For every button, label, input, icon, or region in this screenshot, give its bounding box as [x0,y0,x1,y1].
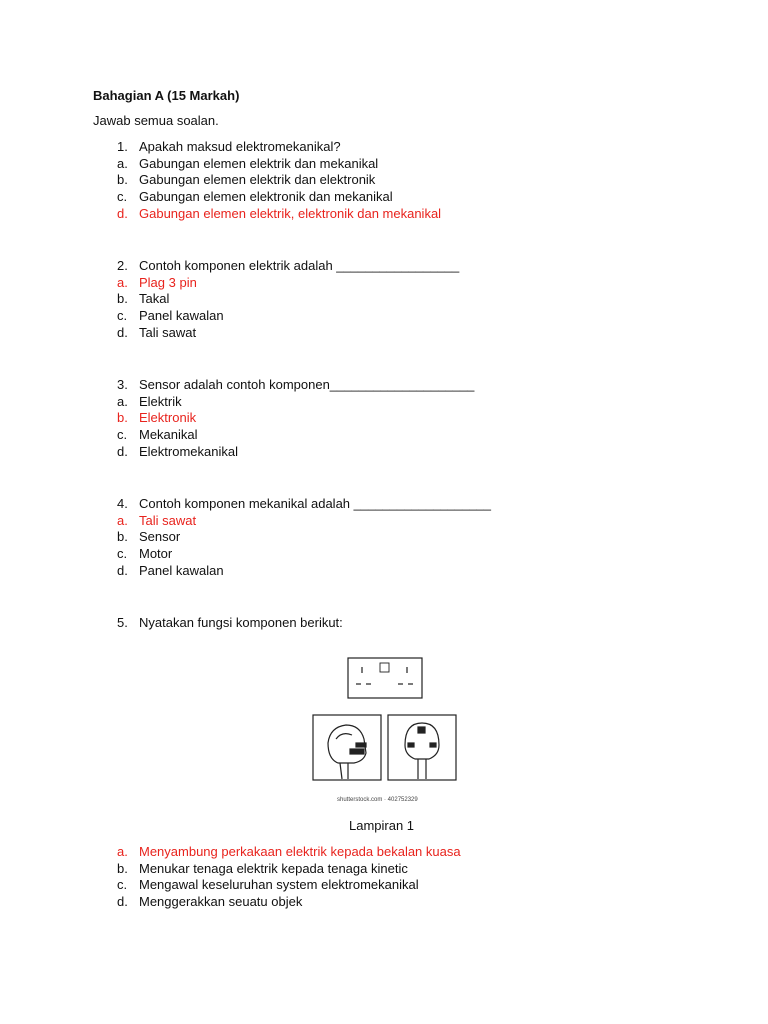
instructions: Jawab semua soalan. [93,113,219,128]
plug-front-view-icon [388,715,456,780]
option-letter: d. [117,443,128,459]
section-heading: Bahagian A (15 Markah) [93,88,240,103]
option-text: Menukar tenaga elektrik kepada tenaga kinetic [139,860,408,876]
option-letter: b. [117,529,128,545]
option-letter: b. [117,860,128,876]
question-5-options [117,844,717,911]
option-text: Gabungan elemen elektronik dan mekanikal [139,189,393,205]
option-letter: b. [117,410,128,426]
question-number: 4. [117,496,128,511]
option-d [117,444,717,461]
question-2 [117,258,717,341]
question-number: 1. [117,139,128,154]
option-letter: a. [117,155,128,171]
option-text: Menggerakkan seuatu objek [139,894,303,910]
question-5 [117,615,717,632]
option-a-correct [117,513,717,530]
wall-socket-icon [348,658,422,698]
question-stem [117,258,717,275]
option-c [117,546,717,563]
question-text: Contoh komponen mekanikal adalah ___________________ [139,496,492,511]
option-letter: c. [117,308,128,324]
option-letter: d. [117,324,128,340]
option-text: Menyambung perkakaan elektrik kepada bekalan kuasa [139,844,461,859]
option-text: Panel kawalan [139,308,224,324]
option-text: Plag 3 pin [139,274,197,290]
question-text: Nyatakan fungsi komponen berikut: [139,615,343,630]
option-letter: c. [117,546,128,562]
question-text: Contoh komponen elektrik adalah _________________ [139,258,460,273]
plug-socket-illustration [310,655,460,800]
option-d [117,325,717,342]
image-credit: shutterstock.com · 402752329 [337,797,418,803]
option-letter: d. [117,562,128,578]
question-1 [117,139,717,222]
option-letter: b. [117,291,128,307]
option-b [117,172,717,189]
option-letter: a. [117,844,128,859]
plug-side-view-icon [313,715,381,780]
question-stem [117,496,717,513]
option-c [117,189,717,206]
question-number: 2. [117,258,128,273]
question-text: Sensor adalah contoh komponen____________________ [139,377,475,392]
option-letter: b. [117,172,128,188]
option-letter: d. [117,205,128,221]
option-letter: c. [117,189,128,205]
option-text: Elektromekanikal [139,443,238,459]
option-text: Mengawal keseluruhan system elektromekanikal [139,877,419,893]
option-letter: a. [117,274,128,290]
option-text: Sensor [139,529,181,545]
option-a [117,394,717,411]
option-text: Tali sawat [139,324,197,340]
option-text: Elektrik [139,393,182,409]
option-d [117,563,717,580]
option-text: Mekanikal [139,427,198,443]
option-a-correct [117,275,717,292]
option-b [117,291,717,308]
question-3 [117,377,717,460]
question-number: 3. [117,377,128,392]
option-b [117,861,717,878]
option-d [117,894,717,911]
option-text: Gabungan elemen elektrik dan mekanikal [139,155,379,171]
option-b [117,529,717,546]
option-letter: a. [117,393,128,409]
option-a-correct [117,844,717,861]
option-letter: c. [117,877,128,893]
question-4 [117,496,717,579]
option-a [117,156,717,173]
option-b-correct [117,410,717,427]
option-c [117,308,717,325]
option-letter: a. [117,512,128,528]
option-d-correct [117,206,717,223]
question-stem [117,615,717,632]
option-text: Takal [139,291,170,307]
option-letter: d. [117,894,128,910]
option-text: Panel kawalan [139,562,224,578]
question-number: 5. [117,615,128,630]
option-text: Gabungan elemen elektrik, elektronik dan mekanikal [139,205,442,221]
option-text: Motor [139,546,173,562]
question-stem [117,139,717,156]
figure-caption: Lampiran 1 [349,818,415,833]
plug-socket-figure [310,655,460,810]
option-c [117,427,717,444]
option-letter: c. [117,427,128,443]
option-c [117,877,717,894]
option-text: Tali sawat [139,512,197,528]
option-text: Gabungan elemen elektrik dan elektronik [139,172,376,188]
option-text: Elektronik [139,410,197,426]
question-text: Apakah maksud elektromekanikal? [139,139,341,154]
question-stem [117,377,717,394]
